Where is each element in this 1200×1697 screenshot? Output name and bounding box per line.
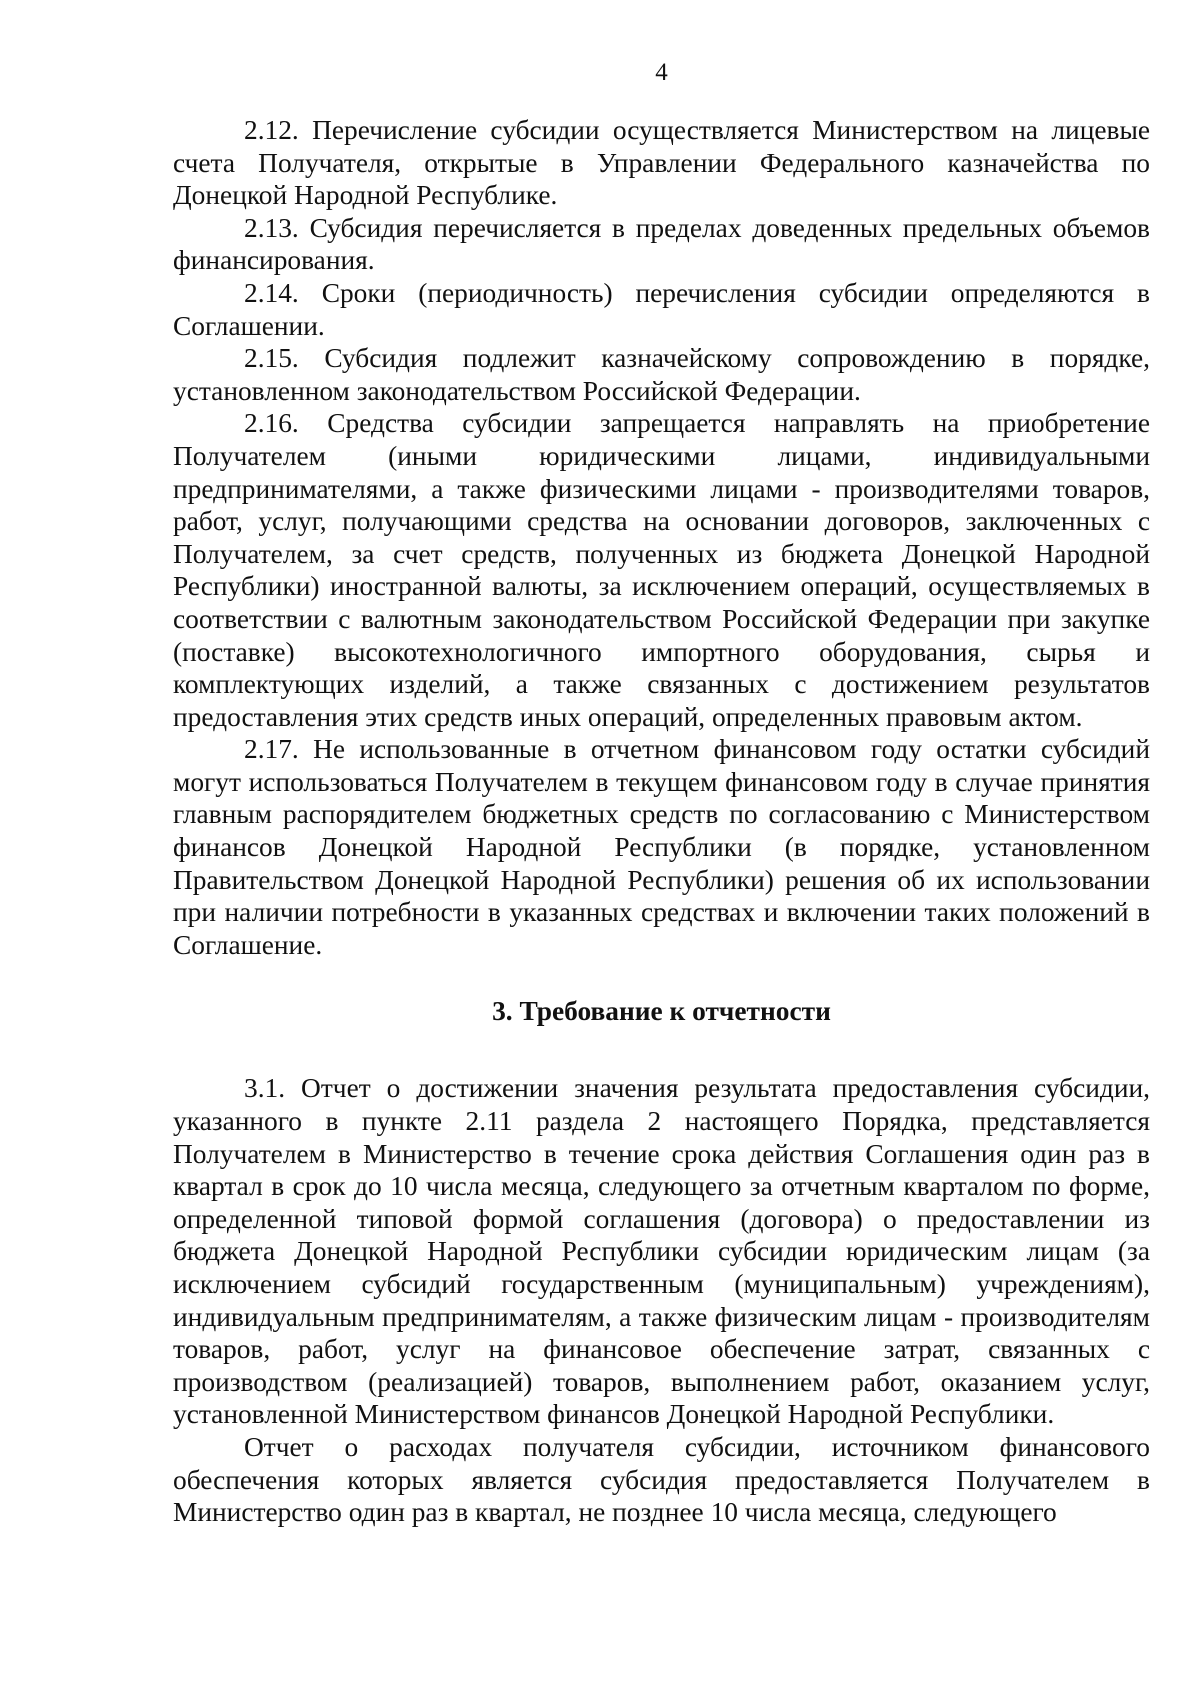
paragraph-2-12: 2.12. Перечисление субсидии осуществляется Министерством на лицевые счета Получателя, открытые в Управлении Федерального казначейства по Донецкой Народной Республике. bbox=[173, 115, 1150, 211]
document-body bbox=[173, 114, 1150, 1529]
paragraph-2-17: 2.17. Не использованные в отчетном финансовом году остатки субсидий могут использоваться Получателем в текущем финансовом году в случае принятия главным распорядителем бюджетных средств по согласованию с Министерством финансов Донецкой Народной Республики (в порядке, установленном Правительством Донецкой Народной Республики) решения об их использовании при наличии потребности в указанных средствах и включении таких положений в Соглашение. bbox=[173, 734, 1150, 960]
paragraph-2-15: 2.15. Субсидия подлежит казначейскому сопровождению в порядке, установленном законодательством Российской Федерации. bbox=[173, 343, 1150, 406]
paragraph-expense-report: Отчет о расходах получателя субсидии, источником финансового обеспечения которых является субсидия предоставляется Получателем в Министерство один раз в квартал, не позднее 10 числа месяца, следующего bbox=[173, 1431, 1150, 1528]
section-heading: 3. Требование к отчетности bbox=[492, 996, 831, 1027]
paragraph-2-14: 2.14. Сроки (периодичность) перечисления субсидии определяются в Соглашении. bbox=[173, 277, 1150, 341]
page-number: 4 bbox=[655, 59, 668, 86]
paragraph-3-1: 3.1. Отчет о достижении значения результата предоставления субсидии, указанного в пункте 2.11 раздела 2 настоящего Порядка, представляется Получателем в Министерство в течение срока действия Соглашения один раз в квартал в срок до 10 числа месяца, следующего за отчетным кварталом по форме, определенной типовой формой соглашения (договора) о предоставлении из бюджета Донецкой Народной Республики субсидии юридическим лицам (за исключением субсидий государственным (муниципальным) учреждениям), индивидуальным предпринимателям, а также физическим лицам - производителям товаров, работ, услуг на финансовое обеспечение затрат, связанных с производством (реализацией) товаров, выполнением работ, оказанием услуг, установленной Министерством финансов Донецкой Народной Республики. bbox=[173, 1073, 1150, 1430]
paragraph-2-13: 2.13. Субсидия перечисляется в пределах доведенных предельных объемов финансирования. bbox=[173, 212, 1150, 276]
paragraph-2-16: 2.16. Средства субсидии запрещается направлять на приобретение Получателем (иными юридическими лицами, индивидуальными предпринимателями, а также физическими лицами - производителями товаров, работ, услуг, получающими средства на основании договоров, заключенных с Получателем, за счет средств, полученных из бюджета Донецкой Народной Республики) иностранной валюты, за исключением операций, осуществляемых в соответствии с валютным законодательством Российской Федерации при закупке (поставке) высокотехнологичного импортного оборудования, сырья и комплектующих изделий, а также связанных с достижением результатов предоставления этих средств иных операций, определенных правовым актом. bbox=[173, 408, 1150, 732]
